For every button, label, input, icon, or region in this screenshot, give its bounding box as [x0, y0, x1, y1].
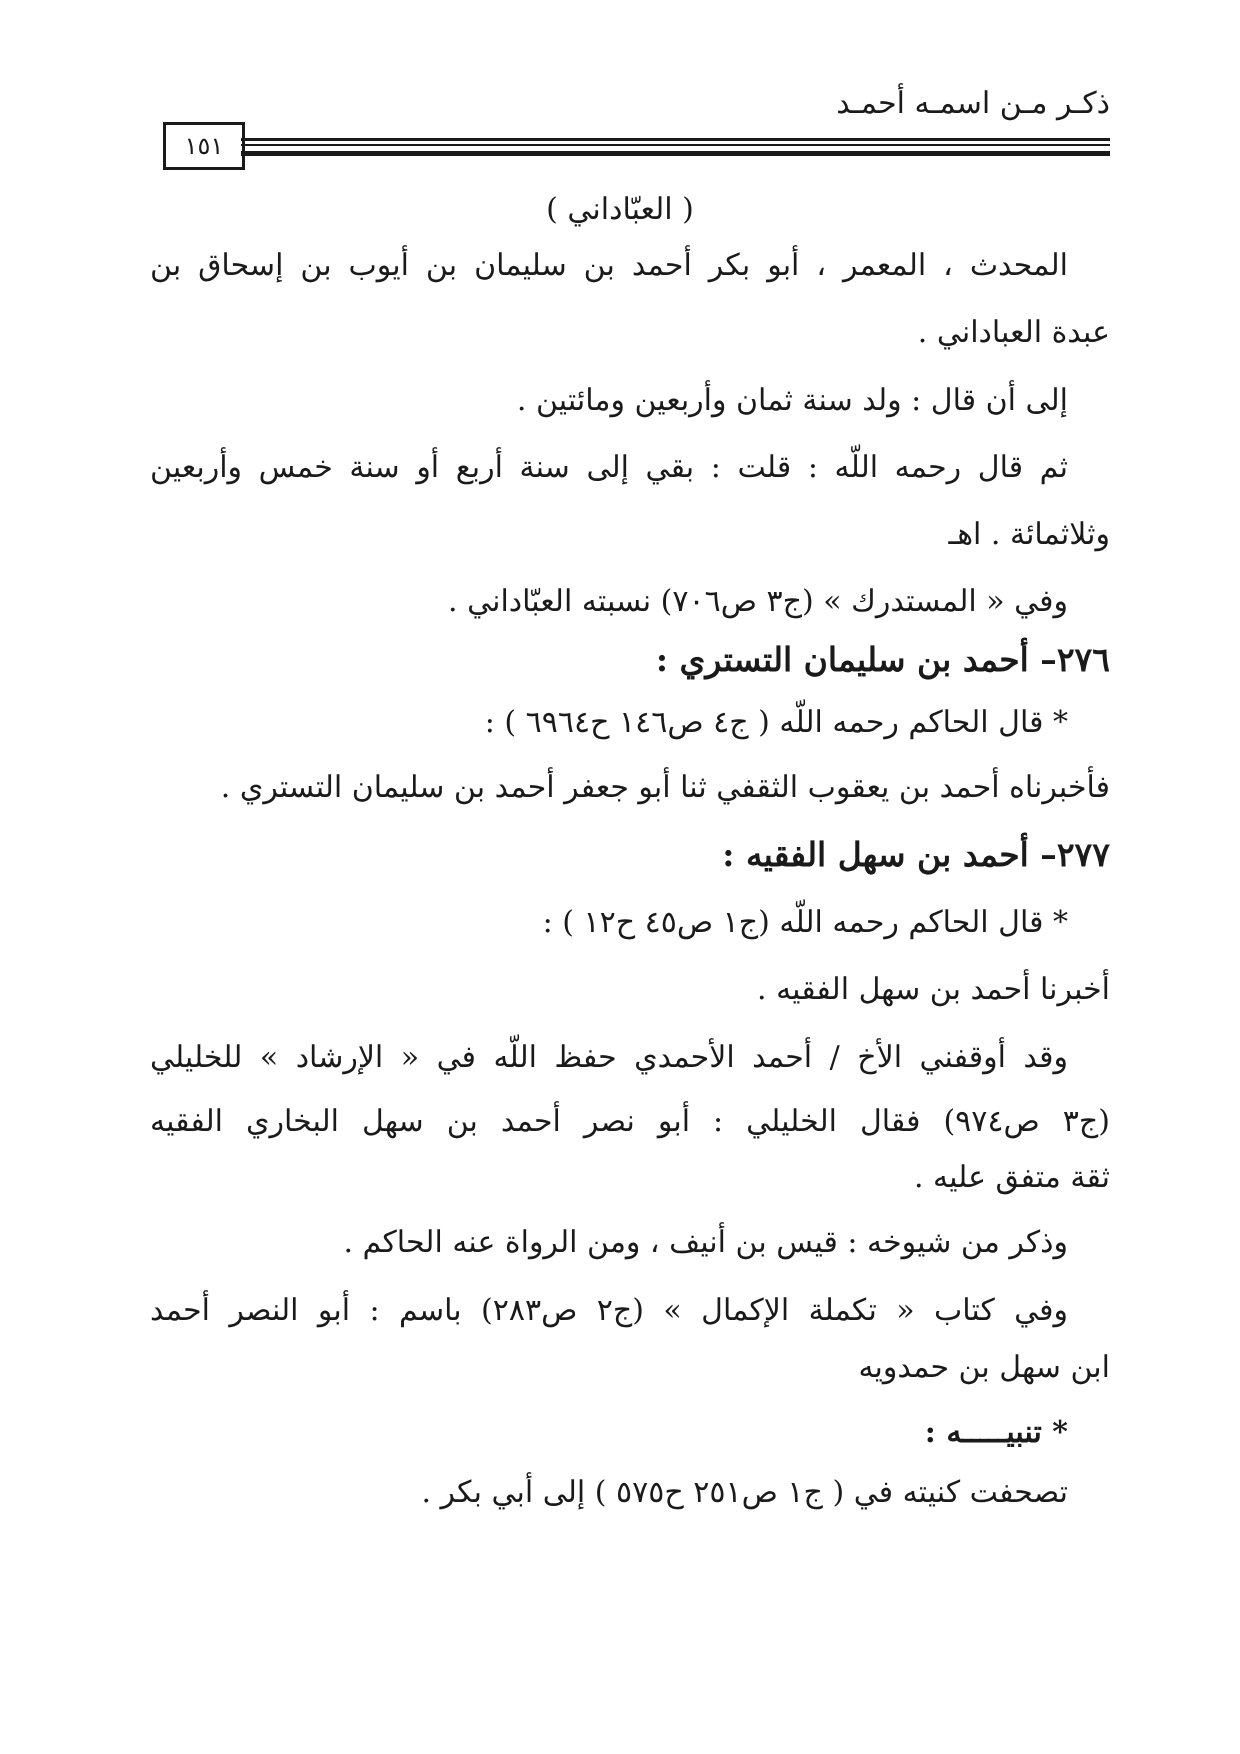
text-line: فأخبرناه أحمد بن يعقوب الثقفي ثنا أبو جعفر أحمد بن سليمان التستري .: [220, 770, 1110, 805]
text-line: وفي « المستدرك » (ج٣ ص٧٠٦) نسبته العبّاداني .: [448, 584, 1068, 619]
entry-heading-276: ٢٧٦– أحمد بن سليمان التستري :: [655, 640, 1110, 679]
text-line: وقد أوقفني الأخ / أحمد الأحمدي حفظ اللّه في « الإرشاد » للخليلي: [150, 1040, 1068, 1075]
running-header-title: ذكـر مـن اسمـه أحمـد: [836, 86, 1110, 121]
text-line: إلى أن قال : ولد سنة ثمان وأربعين ومائتين .: [516, 383, 1068, 418]
text-line: * قال الحاكم رحمه اللّه (ج١ ص٤٥ ح١٢ ) :: [542, 905, 1068, 940]
header-rule: [241, 144, 1110, 146]
text-line: ابن سهل بن حمدويه: [858, 1350, 1110, 1385]
text-line: المحدث ، المعمر ، أبو بكر أحمد بن سليمان بن أيوب بن إسحاق بن: [150, 248, 1068, 283]
note-heading: * تنبيـــــه :: [924, 1415, 1068, 1450]
text-line: وثلاثمائة . اهـ: [948, 517, 1110, 552]
text-line: (ج٣ ص٩٧٤) فقال الخليلي : أبو نصر أحمد بن سهل البخاري الفقيه: [150, 1104, 1110, 1139]
page-number: ١٥١: [163, 122, 245, 170]
section-heading: ( العبّاداني ): [546, 192, 694, 227]
text-line: وذكر من شيوخه : قيس بن أنيف ، ومن الرواة عنه الحاكم .: [343, 1225, 1068, 1260]
text-line: ثقة متفق عليه .: [913, 1160, 1110, 1195]
header-rule: [241, 138, 1110, 141]
text-line: ثم قال رحمه اللّه : قلت : بقي إلى سنة أربع أو سنة خمس وأربعين: [150, 450, 1068, 485]
text-line: أخبرنا أحمد بن سهل الفقيه .: [757, 972, 1110, 1007]
text-line: * قال الحاكم رحمه اللّه ( ج٤ ص١٤٦ ح٦٩٦٤ ) :: [484, 705, 1068, 740]
text-line: تصحفت كنيته في ( ج١ ص٢٥١ ح٥٧٥ ) إلى أبي بكر .: [421, 1475, 1068, 1510]
entry-heading-277: ٢٧٧– أحمد بن سهل الفقيه :: [722, 835, 1110, 874]
text-line: وفي كتاب « تكملة الإكمال » (ج٢ ص٢٨٣) باسم : أبو النصر أحمد: [150, 1293, 1068, 1328]
text-line: عبدة العباداني .: [917, 315, 1110, 350]
header-rule: [241, 151, 1110, 156]
